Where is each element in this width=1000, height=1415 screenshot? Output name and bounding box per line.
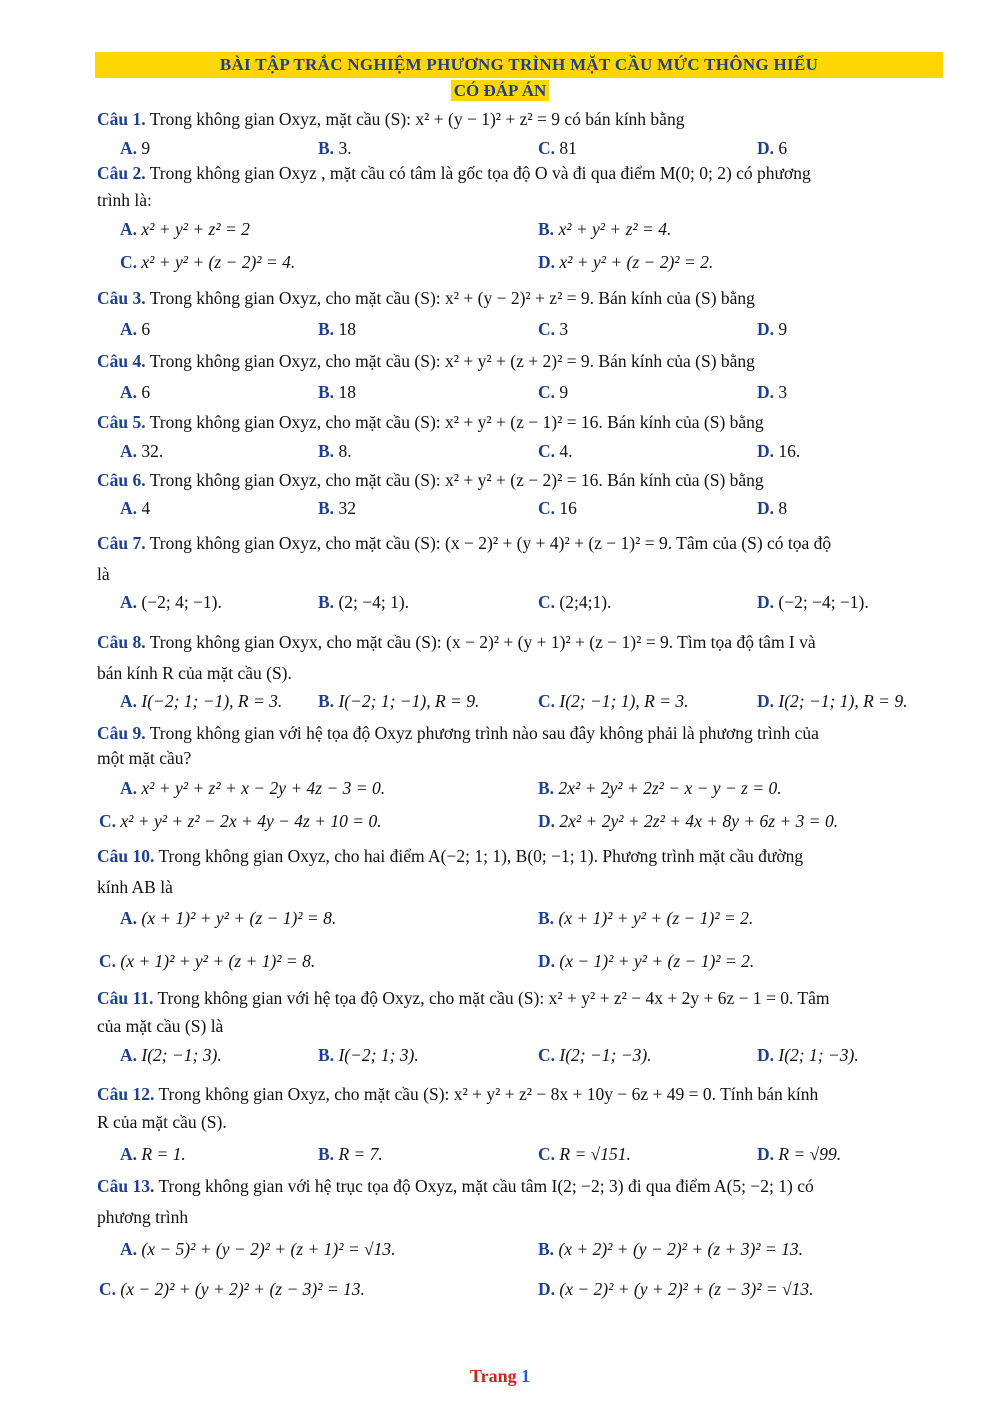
option-1b: B. 3. <box>318 138 352 158</box>
question-3: Câu 3. Trong không gian Oxyz, cho mặt cầu (S): x² + (y − 2)² + z² = 9. Bán kính của (S) bằng <box>97 288 755 308</box>
question-9: Câu 9. Trong không gian với hệ tọa độ Oxyz phương trình nào sau đây không phải là phương trình của <box>97 723 819 743</box>
page-word: Trang <box>469 1366 517 1386</box>
question-10: Câu 10. Trong không gian Oxyz, cho hai điểm A(−2; 1; 1), B(0; −1; 1). Phương trình mặt cầu đường <box>97 846 804 866</box>
question-6: Câu 6. Trong không gian Oxyz, cho mặt cầu (S): x² + y² + (z − 2)² = 16. Bán kính của (S) bằng <box>97 470 764 490</box>
option-1a: A. 9 <box>120 138 151 158</box>
option-4a: A. 6 <box>120 382 151 402</box>
option-7d: D. (−2; −4; −1). <box>757 592 869 612</box>
option-7b: B. (2; −4; 1). <box>318 592 410 612</box>
option-5d: D. 16. <box>757 441 801 461</box>
question-10-cont: kính AB là <box>97 877 173 897</box>
option-6c: C. 16 <box>538 498 577 518</box>
option-10a: A. (x + 1)² + y² + (z − 1)² = 8. <box>120 908 337 928</box>
option-1c: C. 81 <box>538 138 577 158</box>
option-3b: B. 18 <box>318 319 356 339</box>
option-5b: B. 8. <box>318 441 352 461</box>
option-4c: C. 9 <box>538 382 569 402</box>
question-11-cont: của mặt cầu (S) là <box>97 1016 224 1036</box>
question-7: Câu 7. Trong không gian Oxyz, cho mặt cầu (S): (x − 2)² + (y + 4)² + (z − 1)² = 9. Tâm của (S) có tọa độ <box>97 533 832 553</box>
option-10c: C. (x + 1)² + y² + (z + 1)² = 8. <box>99 951 316 971</box>
option-10b: B. (x + 1)² + y² + (z − 1)² = 2. <box>538 908 754 928</box>
question-11: Câu 11. Trong không gian với hệ tọa độ Oxyz, cho mặt cầu (S): x² + y² + z² − 4x + 2y + 6z − 1 = 0. Tâm <box>97 988 830 1008</box>
question-12: Câu 12. Trong không gian Oxyz, cho mặt cầu (S): x² + y² + z² − 8x + 10y − 6z + 49 = 0. Tính bán kính <box>97 1084 819 1104</box>
question-5: Câu 5. Trong không gian Oxyz, cho mặt cầu (S): x² + y² + (z − 1)² = 16. Bán kính của (S) bằng <box>97 412 764 432</box>
option-13c: C. (x − 2)² + (y + 2)² + (z − 3)² = 13. <box>99 1279 365 1299</box>
question-7-cont: là <box>97 564 110 584</box>
option-8b: B. I(−2; 1; −1), R = 9. <box>318 691 480 711</box>
option-11a: A. I(2; −1; 3). <box>120 1045 222 1065</box>
page-number <box>0 1366 1000 1387</box>
option-7a: A. (−2; 4; −1). <box>120 592 222 612</box>
document-subtitle: CÓ ĐÁP ÁN <box>451 80 550 101</box>
document-title: BÀI TẬP TRẮC NGHIỆM PHƯƠNG TRÌNH MẶT CẦU MỨC THÔNG HIỂU <box>95 52 943 78</box>
option-5c: C. 4. <box>538 441 573 461</box>
question-13: Câu 13. Trong không gian với hệ trục tọa độ Oxyz, mặt cầu tâm I(2; −2; 3) đi qua điểm A(5; −2; 1) có <box>97 1176 814 1196</box>
option-6a: A. 4 <box>120 498 151 518</box>
option-12b: B. R = 7. <box>318 1144 383 1164</box>
question-1: Câu 1. Trong không gian Oxyz, mặt cầu (S): x² + (y − 1)² + z² = 9 có bán kính bằng <box>97 109 685 129</box>
option-12c: C. R = √151. <box>538 1144 631 1164</box>
question-12-cont: R của mặt cầu (S). <box>97 1112 227 1132</box>
question-2: Câu 2. Trong không gian Oxyz , mặt cầu có tâm là gốc tọa độ O và đi qua điểm M(0; 0; 2) có phương <box>97 163 811 183</box>
option-2a: A. x² + y² + z² = 2 <box>120 219 250 239</box>
question-2-cont: trình là: <box>97 190 152 210</box>
option-11b: B. I(−2; 1; 3). <box>318 1045 419 1065</box>
option-3c: C. 3 <box>538 319 569 339</box>
question-9-cont: một mặt cầu? <box>97 748 192 768</box>
option-6b: B. 32 <box>318 498 356 518</box>
option-13b: B. (x + 2)² + (y − 2)² + (z + 3)² = 13. <box>538 1239 803 1259</box>
option-5a: A. 32. <box>120 441 164 461</box>
option-13d: D. (x − 2)² + (y + 2)² + (z − 3)² = √13. <box>538 1279 814 1299</box>
question-8-cont: bán kính R của mặt cầu (S). <box>97 663 292 683</box>
option-11d: D. I(2; 1; −3). <box>757 1045 859 1065</box>
option-9a: A. x² + y² + z² + x − 2y + 4z − 3 = 0. <box>120 778 386 798</box>
option-8c: C. I(2; −1; 1), R = 3. <box>538 691 689 711</box>
option-4d: D. 3 <box>757 382 788 402</box>
option-7c: C. (2;4;1). <box>538 592 612 612</box>
option-2d: D. x² + y² + (z − 2)² = 2. <box>538 252 714 272</box>
option-8a: A. I(−2; 1; −1), R = 3. <box>120 691 283 711</box>
option-1d: D. 6 <box>757 138 788 158</box>
option-9b: B. 2x² + 2y² + 2z² − x − y − z = 0. <box>538 778 782 798</box>
question-13-cont: phương trình <box>97 1207 189 1227</box>
option-9c: C. x² + y² + z² − 2x + 4y − 4z + 10 = 0. <box>99 811 382 831</box>
option-2c: C. x² + y² + (z − 2)² = 4. <box>120 252 296 272</box>
option-2b: B. x² + y² + z² = 4. <box>538 219 672 239</box>
option-13a: A. (x − 5)² + (y − 2)² + (z + 1)² = √13. <box>120 1239 396 1259</box>
option-10d: D. (x − 1)² + y² + (z − 1)² = 2. <box>538 951 755 971</box>
document-subtitle-wrap <box>0 80 1000 101</box>
option-11c: C. I(2; −1; −3). <box>538 1045 652 1065</box>
option-9d: D. 2x² + 2y² + 2z² + 4x + 8y + 6z + 3 = 0. <box>538 811 839 831</box>
page-number-value: 1 <box>521 1366 531 1386</box>
option-12a: A. R = 1. <box>120 1144 186 1164</box>
option-3d: D. 9 <box>757 319 788 339</box>
question-8: Câu 8. Trong không gian Oxyx, cho mặt cầu (S): (x − 2)² + (y + 1)² + (z − 1)² = 9. Tìm tọa độ tâm I và <box>97 632 816 652</box>
option-6d: D. 8 <box>757 498 788 518</box>
option-3a: A. 6 <box>120 319 151 339</box>
option-8d: D. I(2; −1; 1), R = 9. <box>757 691 908 711</box>
option-4b: B. 18 <box>318 382 356 402</box>
question-4: Câu 4. Trong không gian Oxyz, cho mặt cầu (S): x² + y² + (z + 2)² = 9. Bán kính của (S) bằng <box>97 351 755 371</box>
option-12d: D. R = √99. <box>757 1144 842 1164</box>
